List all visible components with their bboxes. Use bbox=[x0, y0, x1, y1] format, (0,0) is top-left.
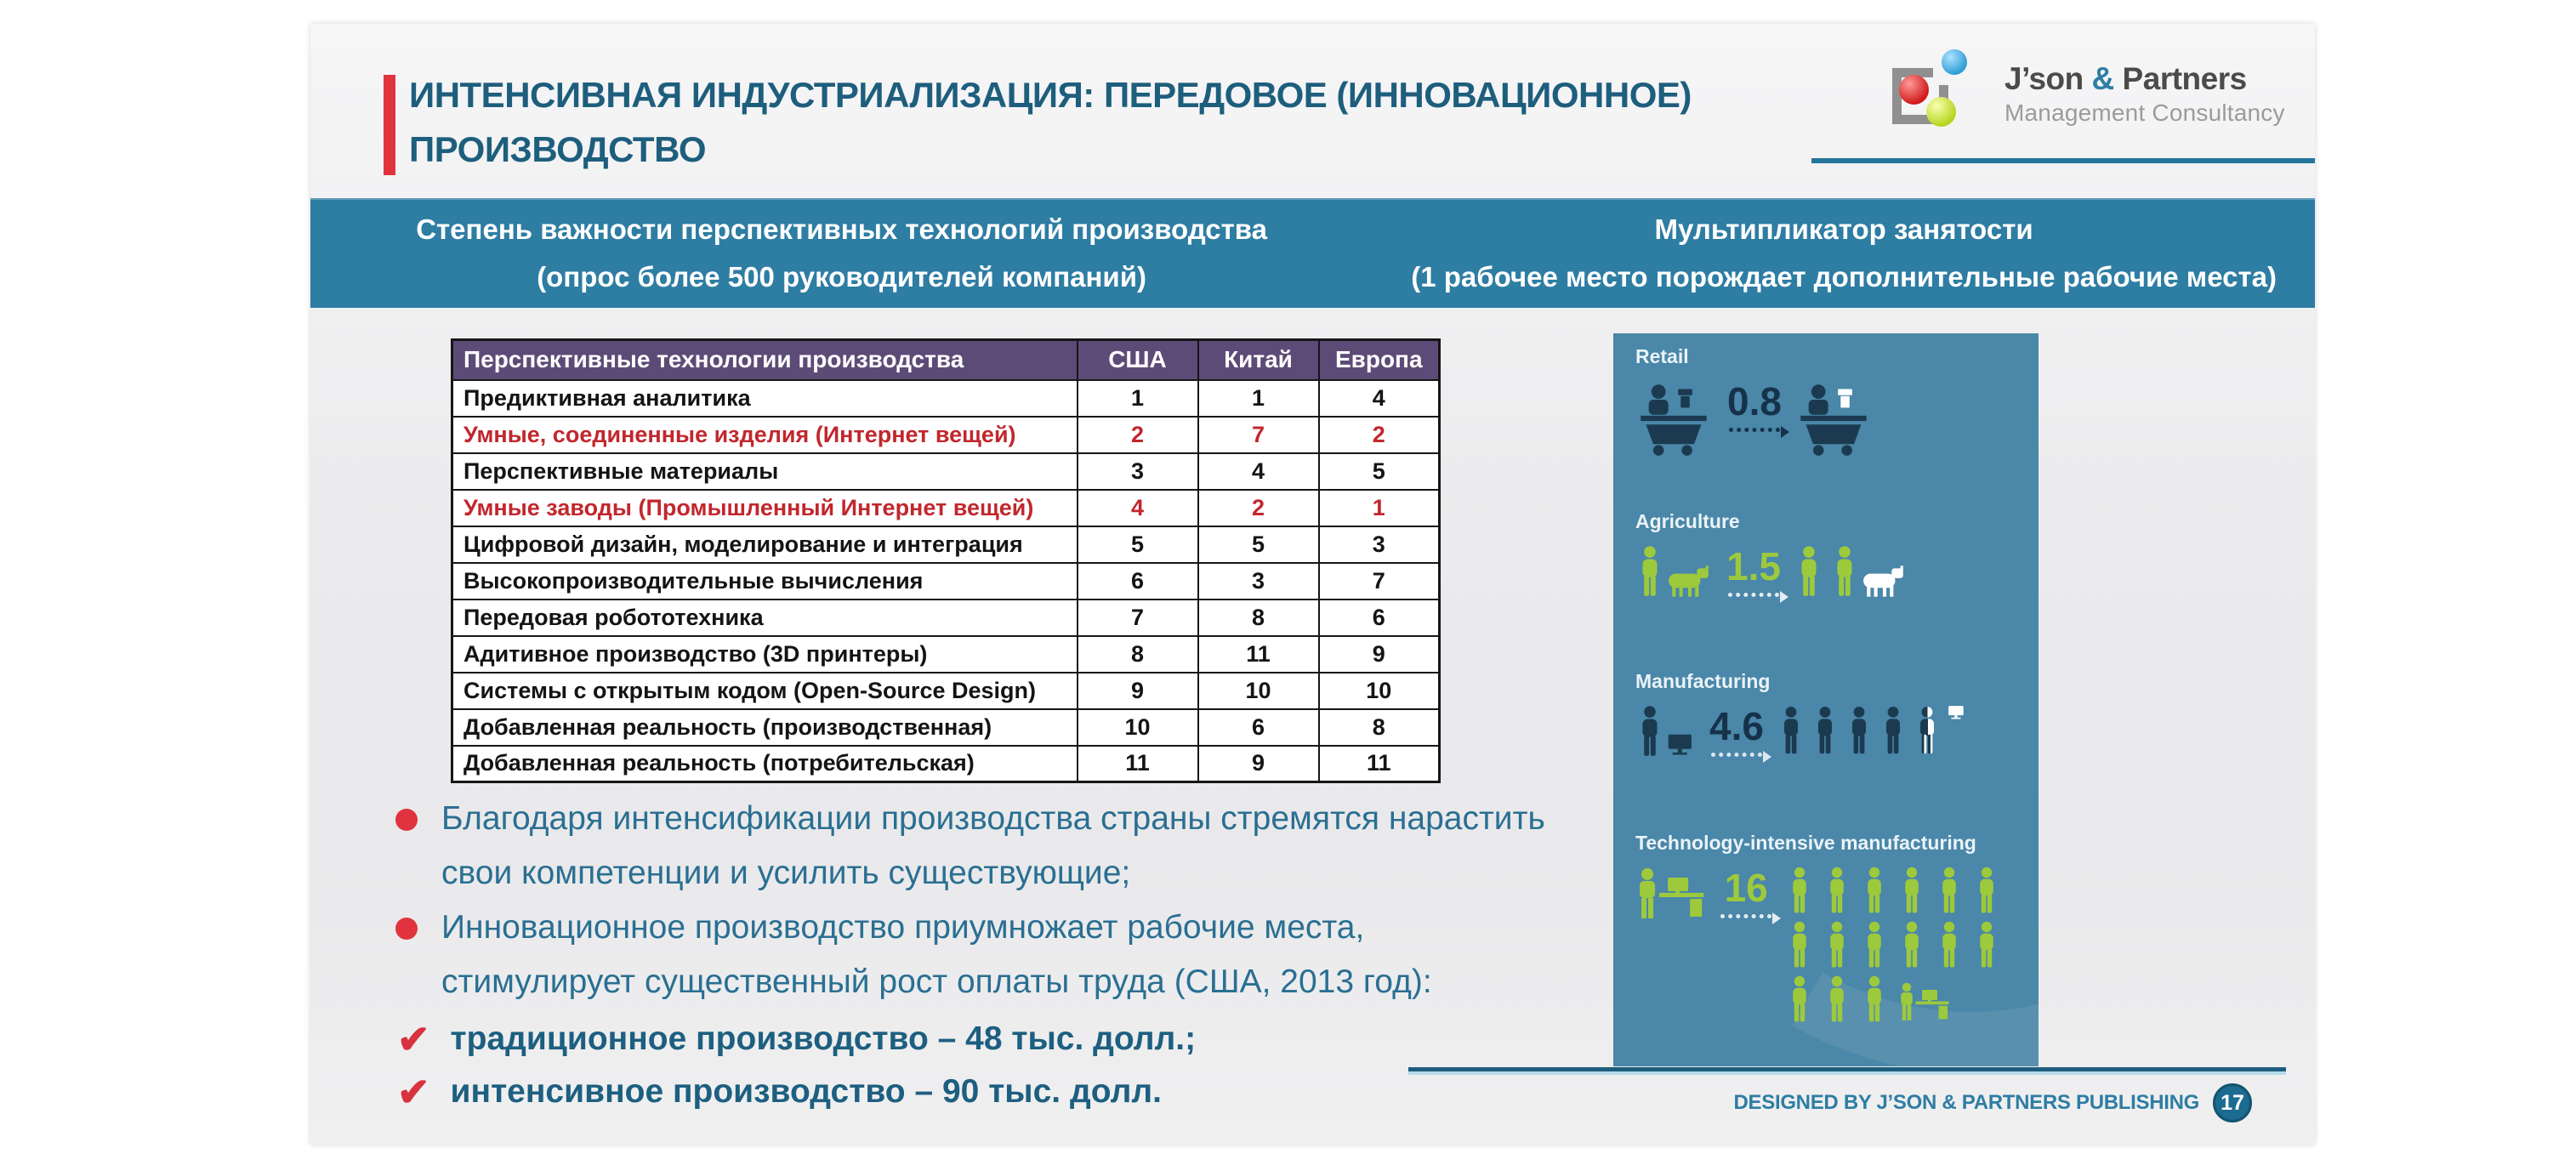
row-label: Цифровой дизайн, моделирование и интеграция bbox=[452, 526, 1078, 563]
person-icon bbox=[1823, 975, 1851, 1023]
person-icon bbox=[1845, 705, 1873, 756]
person-icon bbox=[1823, 867, 1851, 914]
rank-value: 11 bbox=[1198, 636, 1319, 673]
rank-value: 1 bbox=[1319, 490, 1440, 526]
check-item bbox=[395, 1066, 1586, 1118]
rank-value: 7 bbox=[1078, 600, 1198, 636]
multiplier-value-wrap bbox=[1709, 705, 1764, 757]
bullet-list bbox=[395, 792, 1586, 1009]
person-icon bbox=[1830, 545, 1859, 598]
rank-value: 5 bbox=[1198, 526, 1319, 563]
check-list bbox=[395, 1013, 1586, 1118]
table-row bbox=[452, 563, 1440, 600]
brand-pre: J’son bbox=[2005, 61, 2092, 96]
band-left-title: Степень важности перспективных технологий производства bbox=[416, 213, 1268, 245]
person-icon bbox=[1860, 975, 1889, 1023]
person-icon bbox=[1777, 705, 1805, 756]
rank-value: 2 bbox=[1078, 417, 1198, 453]
person-icon bbox=[1823, 921, 1851, 969]
table-row bbox=[452, 453, 1440, 490]
band-right-title: Мультипликатор занятости bbox=[1654, 213, 2033, 245]
table-row bbox=[452, 673, 1440, 709]
icon-group bbox=[1635, 705, 1696, 758]
table-row bbox=[452, 636, 1440, 673]
row-label: Передовая робототехника bbox=[452, 600, 1078, 636]
row-label: Добавленная реальность (потребительская) bbox=[452, 746, 1078, 782]
title-line-1: ИНТЕНСИВНАЯ ИНДУСТРИАЛИЗАЦИЯ: ПЕРЕДОВОЕ (ИННОВАЦИОННОЕ) bbox=[409, 75, 1692, 115]
column-header: Китай bbox=[1198, 340, 1319, 380]
brand-name bbox=[2005, 61, 2285, 97]
title-line-2: ПРОИЗВОДСТВО bbox=[409, 129, 707, 169]
table-row bbox=[452, 417, 1440, 453]
brand-post: Partners bbox=[2113, 61, 2247, 96]
column-header: Перспективные технологии производства bbox=[452, 340, 1078, 380]
band-right-header bbox=[1373, 198, 2315, 308]
row-label: Умные, соединенные изделия (Интернет вещей) bbox=[452, 417, 1078, 453]
company-logo-icon bbox=[1889, 48, 1981, 139]
bullet-item bbox=[395, 901, 1586, 1009]
check-text: традиционное производство – 48 тыс. долл.; bbox=[450, 1020, 1197, 1057]
row-label: Перспективные материалы bbox=[452, 453, 1078, 490]
person-icon bbox=[1914, 705, 1941, 756]
icon-group bbox=[1830, 545, 1908, 598]
person-grid bbox=[1785, 867, 2027, 1023]
infographic-section-agriculture bbox=[1635, 510, 2027, 598]
person-icon bbox=[1972, 921, 2001, 969]
person-icon bbox=[1785, 921, 1814, 969]
check-text: интенсивное производство – 90 тыс. долл. bbox=[450, 1073, 1162, 1110]
column-header: Европа bbox=[1319, 340, 1440, 380]
rank-value: 3 bbox=[1078, 453, 1198, 490]
infographic-section-row bbox=[1635, 545, 2027, 598]
company-logo-text bbox=[2005, 61, 2285, 127]
table-body bbox=[452, 380, 1440, 782]
person-icon bbox=[1811, 705, 1839, 756]
rank-value: 8 bbox=[1078, 636, 1198, 673]
computer-icon bbox=[1667, 733, 1696, 758]
rank-value: 5 bbox=[1078, 526, 1198, 563]
rank-value: 3 bbox=[1319, 526, 1440, 563]
table-row bbox=[452, 526, 1440, 563]
infographic-section-label: Retail bbox=[1635, 345, 1689, 367]
rank-value: 9 bbox=[1319, 636, 1440, 673]
dotted-arrow-icon bbox=[1711, 753, 1762, 757]
multiplier-value: 16 bbox=[1724, 866, 1768, 910]
person-icon bbox=[1785, 867, 1814, 914]
cow-icon bbox=[1667, 565, 1713, 598]
presentation-slide bbox=[310, 24, 2315, 1145]
checkmark-icon: ✔ bbox=[397, 1070, 430, 1114]
person-icon bbox=[1879, 705, 1907, 756]
rank-value: 2 bbox=[1198, 490, 1319, 526]
band-right-subtitle: (1 рабочее место порождает дополнительные рабочие места) bbox=[1411, 260, 2277, 293]
infographic-section-row bbox=[1635, 867, 2027, 1023]
table-row bbox=[452, 746, 1440, 782]
column-header: США bbox=[1078, 340, 1198, 380]
person-icon bbox=[1794, 545, 1823, 598]
rank-value: 11 bbox=[1078, 746, 1198, 782]
check-item bbox=[395, 1013, 1586, 1066]
dotted-arrow-icon bbox=[1728, 593, 1779, 597]
rank-value: 2 bbox=[1319, 417, 1440, 453]
person-icon bbox=[1935, 921, 1964, 969]
rank-value: 11 bbox=[1319, 746, 1440, 782]
infographic-section-label: Manufacturing bbox=[1635, 670, 1771, 692]
bullet-text: Инновационное производство приумножает рабочие места, стимулирует существенный рост оплаты труда (США, 2013 год): bbox=[441, 909, 1432, 1000]
rank-value: 5 bbox=[1319, 453, 1440, 490]
cashier-icon bbox=[1795, 380, 1874, 458]
person-icon bbox=[1635, 705, 1664, 758]
multiplier-value: 1.5 bbox=[1726, 544, 1781, 588]
infographic-section-row bbox=[1635, 380, 2027, 458]
rank-value: 3 bbox=[1198, 563, 1319, 600]
employment-multiplier-infographic bbox=[1613, 333, 2039, 1066]
cashier-icon bbox=[1635, 380, 1714, 458]
multiplier-value-wrap bbox=[1727, 380, 1782, 432]
icon-group bbox=[1635, 545, 1713, 598]
person-desk-icon bbox=[1635, 867, 1707, 923]
rank-value: 10 bbox=[1198, 673, 1319, 709]
title-accent-bar bbox=[384, 75, 395, 175]
rank-value: 4 bbox=[1319, 380, 1440, 417]
dotted-arrow-icon bbox=[1720, 914, 1771, 918]
brand-subtitle: Management Consultancy bbox=[2005, 99, 2285, 126]
rank-value: 4 bbox=[1078, 490, 1198, 526]
bullet-text: Благодаря интенсификации производства страны стремятся нарастить свои компетенции и усилить существующие; bbox=[441, 800, 1545, 891]
person-icon bbox=[1635, 545, 1664, 598]
band-left-subtitle: (опрос более 500 руководителей компаний) bbox=[537, 260, 1146, 293]
infographic-section-manufacturing bbox=[1635, 670, 2027, 758]
table-row bbox=[452, 380, 1440, 417]
infographic-section-row bbox=[1635, 705, 2027, 758]
technology-rank-table bbox=[451, 338, 1441, 783]
person-icon bbox=[1785, 975, 1814, 1023]
rank-value: 9 bbox=[1198, 746, 1319, 782]
notes-block bbox=[395, 792, 1586, 1118]
dotted-arrow-icon bbox=[1729, 428, 1780, 432]
table-row bbox=[452, 709, 1440, 746]
person-icon bbox=[1935, 867, 1964, 914]
multiplier-value-wrap bbox=[1726, 545, 1781, 597]
rank-value: 6 bbox=[1319, 600, 1440, 636]
logo-red-ball-icon bbox=[1899, 75, 1929, 105]
footer-credit: DESIGNED BY J’SON & PARTNERS PUBLISHING bbox=[1733, 1091, 2199, 1114]
brand-ampersand: & bbox=[2091, 61, 2114, 96]
row-label: Добавленная реальность (производственная) bbox=[452, 709, 1078, 746]
rank-value: 10 bbox=[1078, 709, 1198, 746]
page-number-badge: 17 bbox=[2213, 1083, 2252, 1122]
table-header-row bbox=[452, 340, 1440, 380]
header-divider-line bbox=[1811, 158, 2315, 163]
logo-yellow-ball-icon bbox=[1926, 97, 1956, 127]
rank-value: 7 bbox=[1319, 563, 1440, 600]
person-icon bbox=[1860, 921, 1889, 969]
rank-value: 8 bbox=[1198, 600, 1319, 636]
rank-value: 8 bbox=[1319, 709, 1440, 746]
rank-value: 1 bbox=[1078, 380, 1198, 417]
cow-icon bbox=[1862, 565, 1908, 598]
infographic-section-label: Technology-intensive manufacturing bbox=[1635, 832, 1976, 854]
rank-value: 9 bbox=[1078, 673, 1198, 709]
checkmark-icon: ✔ bbox=[397, 1017, 430, 1061]
row-label: Системы с открытым кодом (Open-Source Design) bbox=[452, 673, 1078, 709]
rank-value: 1 bbox=[1198, 380, 1319, 417]
row-label: Высокопроизводительные вычисления bbox=[452, 563, 1078, 600]
logo-blue-ball-icon bbox=[1942, 49, 1967, 75]
person-icon bbox=[1897, 867, 1926, 914]
footer bbox=[1408, 1083, 2286, 1122]
person-icon bbox=[1972, 867, 2001, 914]
bullet-item bbox=[395, 792, 1586, 901]
bullet-dot-icon bbox=[395, 918, 418, 940]
person-icon bbox=[1897, 921, 1926, 969]
rank-value: 6 bbox=[1198, 709, 1319, 746]
infographic-section-retail bbox=[1635, 345, 2027, 458]
table-row bbox=[452, 600, 1440, 636]
footer-divider-line bbox=[1408, 1067, 2286, 1071]
multiplier-value: 0.8 bbox=[1727, 379, 1782, 423]
person-desk-icon bbox=[1897, 982, 1952, 1023]
row-label: Умные заводы (Промышленный Интернет вещей) bbox=[452, 490, 1078, 526]
bullet-dot-icon bbox=[395, 809, 418, 831]
computer-icon bbox=[1948, 705, 1966, 721]
band-left-header bbox=[310, 198, 1373, 308]
multiplier-value: 4.6 bbox=[1709, 704, 1764, 748]
table-head bbox=[452, 340, 1440, 380]
rank-value: 4 bbox=[1198, 453, 1319, 490]
row-label: Адитивное производство (3D принтеры) bbox=[452, 636, 1078, 673]
row-label: Предиктивная аналитика bbox=[452, 380, 1078, 417]
multiplier-value-wrap bbox=[1720, 867, 1771, 918]
person-icon bbox=[1860, 867, 1889, 914]
infographic-section-tech bbox=[1635, 832, 2027, 1023]
slide-title bbox=[409, 68, 1897, 177]
rank-value: 7 bbox=[1198, 417, 1319, 453]
rank-value: 10 bbox=[1319, 673, 1440, 709]
rank-value: 6 bbox=[1078, 563, 1198, 600]
table-row bbox=[452, 490, 1440, 526]
section-header-band bbox=[310, 198, 2315, 308]
infographic-section-label: Agriculture bbox=[1635, 510, 1740, 532]
